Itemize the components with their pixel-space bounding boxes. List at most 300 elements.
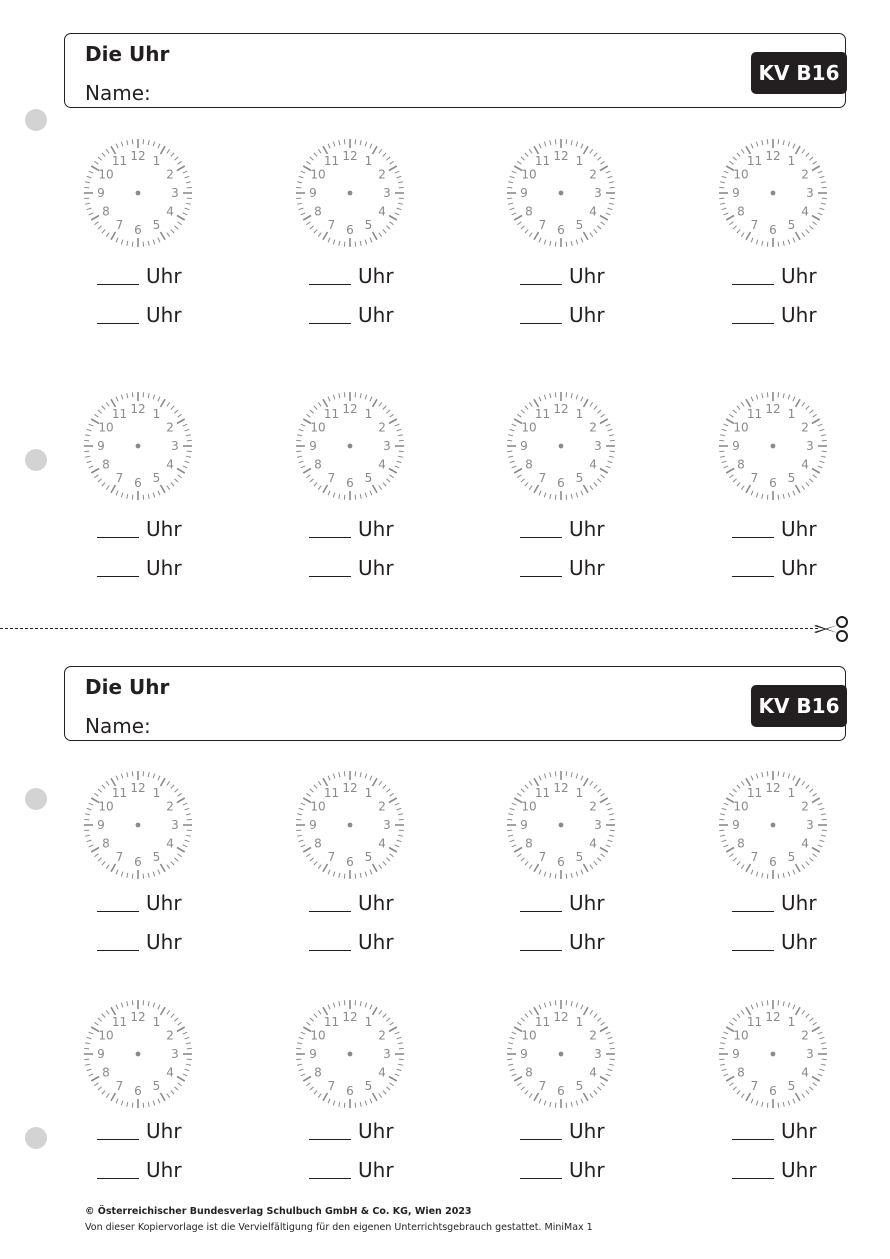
- answer-blank[interactable]: [732, 1158, 774, 1179]
- minute-tick: [778, 392, 779, 397]
- clock-number: 5: [364, 1079, 373, 1094]
- answer-blank[interactable]: [309, 1158, 351, 1179]
- minute-tick: [609, 814, 614, 815]
- clock-number: 6: [346, 1084, 354, 1099]
- minute-tick: [379, 1094, 382, 1098]
- minute-tick: [84, 819, 89, 820]
- hour-tick: [746, 1007, 751, 1015]
- minute-tick: [127, 772, 128, 777]
- answer-blank[interactable]: [97, 891, 139, 912]
- minute-tick: [517, 793, 521, 796]
- answer-blank[interactable]: [520, 264, 562, 285]
- hour-tick: [514, 216, 522, 221]
- minute-tick: [397, 429, 402, 431]
- minute-tick: [719, 830, 724, 831]
- minute-tick: [722, 208, 727, 210]
- answer-blank[interactable]: [520, 556, 562, 577]
- hour-tick: [746, 232, 751, 240]
- minute-tick: [821, 203, 826, 204]
- minute-tick: [148, 1102, 149, 1107]
- clock-number: 8: [737, 1065, 745, 1080]
- clock-number: 4: [801, 836, 809, 851]
- minute-tick: [328, 397, 330, 402]
- minute-tick: [314, 482, 317, 486]
- clock-number: 7: [327, 218, 336, 233]
- minute-tick: [143, 495, 144, 500]
- answer-blank[interactable]: [309, 930, 351, 951]
- clock-number: 8: [102, 457, 110, 472]
- clock-number: 5: [575, 1079, 584, 1094]
- minute-tick: [333, 493, 335, 498]
- clock-number: 2: [589, 1028, 597, 1043]
- clock-number: 1: [152, 154, 161, 169]
- minute-tick: [102, 153, 105, 157]
- answer-line[interactable]: [97, 515, 182, 541]
- minute-tick: [566, 392, 567, 397]
- clock-number: 8: [102, 1065, 110, 1080]
- answer-line[interactable]: [520, 1117, 605, 1143]
- answer-line[interactable]: [732, 889, 817, 915]
- answer-blank[interactable]: [97, 930, 139, 951]
- clock-number: 6: [557, 476, 565, 491]
- hour-tick: [323, 778, 328, 786]
- minute-tick: [183, 213, 188, 215]
- clock-number: 5: [787, 471, 796, 486]
- answer-line[interactable]: [520, 262, 605, 288]
- minute-tick: [328, 776, 330, 781]
- hour-tick: [812, 419, 820, 424]
- minute-tick: [722, 1069, 727, 1071]
- minute-tick: [783, 393, 784, 398]
- minute-tick: [360, 1102, 361, 1107]
- answer-blank[interactable]: [309, 1119, 351, 1140]
- minute-tick: [171, 229, 174, 233]
- minute-tick: [778, 139, 779, 144]
- hour-tick: [812, 848, 820, 853]
- minute-tick: [590, 402, 593, 406]
- minute-tick: [594, 482, 597, 486]
- minute-tick: [370, 776, 372, 781]
- minute-tick: [186, 814, 191, 815]
- clock-number: 2: [378, 799, 386, 814]
- answer-blank[interactable]: [97, 1158, 139, 1179]
- minute-tick: [370, 1005, 372, 1010]
- minute-tick: [539, 238, 541, 243]
- minute-tick: [719, 819, 724, 820]
- answer-blank[interactable]: [732, 303, 774, 324]
- minute-tick: [724, 845, 729, 847]
- minute-tick: [510, 461, 515, 463]
- answer-line[interactable]: [309, 928, 394, 954]
- minute-tick: [299, 808, 304, 810]
- clock-number: 2: [801, 799, 809, 814]
- hour-tick: [177, 1027, 185, 1032]
- minute-tick: [98, 479, 102, 482]
- answer-line[interactable]: [97, 889, 182, 915]
- minute-tick: [822, 1048, 827, 1049]
- hour-tick: [177, 848, 185, 853]
- hour-tick: [746, 146, 751, 154]
- minute-tick: [355, 1000, 356, 1005]
- minute-tick: [121, 1003, 123, 1008]
- minute-tick: [383, 482, 386, 486]
- answer-line[interactable]: [309, 262, 394, 288]
- minute-tick: [301, 171, 306, 173]
- minute-tick: [525, 482, 528, 486]
- clock-number: 1: [787, 786, 796, 801]
- clock-number: 8: [737, 457, 745, 472]
- minute-tick: [85, 1064, 90, 1065]
- answer-blank[interactable]: [520, 303, 562, 324]
- minute-tick: [174, 1087, 178, 1090]
- minute-tick: [820, 808, 825, 810]
- answer-line[interactable]: [309, 889, 394, 915]
- minute-tick: [365, 395, 367, 400]
- minute-tick: [544, 395, 546, 400]
- minute-tick: [185, 461, 190, 463]
- minute-tick: [171, 482, 174, 486]
- answer-blank[interactable]: [520, 930, 562, 951]
- minute-tick: [608, 1069, 613, 1071]
- minute-tick: [314, 785, 317, 789]
- minute-tick: [301, 845, 306, 847]
- minute-tick: [333, 1003, 335, 1008]
- clock-number: 6: [769, 223, 777, 238]
- answer-blank[interactable]: [732, 930, 774, 951]
- clock-number: 6: [346, 855, 354, 870]
- minute-tick: [550, 873, 551, 878]
- minute-tick: [121, 240, 123, 245]
- minute-tick: [550, 241, 551, 246]
- minute-tick: [806, 406, 809, 410]
- answer-line[interactable]: [732, 301, 817, 327]
- answer-line[interactable]: [97, 554, 182, 580]
- clock-number: 8: [737, 204, 745, 219]
- minute-tick: [360, 494, 361, 499]
- answer-line[interactable]: [97, 928, 182, 954]
- minute-tick: [399, 819, 404, 820]
- answer-blank[interactable]: [732, 517, 774, 538]
- minute-tick: [590, 781, 593, 785]
- answer-blank[interactable]: [520, 517, 562, 538]
- answer-line[interactable]: [97, 1156, 182, 1182]
- minute-tick: [529, 1094, 532, 1098]
- clock-number: 2: [589, 167, 597, 182]
- minute-tick: [85, 203, 90, 204]
- minute-tick: [606, 424, 611, 426]
- minute-tick: [590, 1094, 593, 1098]
- hour-tick: [746, 399, 751, 407]
- answer-blank[interactable]: [309, 517, 351, 538]
- answer-blank[interactable]: [309, 556, 351, 577]
- minute-tick: [733, 1018, 737, 1021]
- answer-line[interactable]: [732, 554, 817, 580]
- minute-tick: [89, 466, 94, 468]
- minute-tick: [87, 461, 92, 463]
- clock-number: 3: [171, 439, 179, 454]
- clock-number: 12: [765, 149, 781, 164]
- answer-blank[interactable]: [309, 891, 351, 912]
- hour-tick: [177, 419, 185, 424]
- hour-tick: [534, 1093, 539, 1101]
- clock-number: 10: [733, 167, 749, 182]
- minute-tick: [606, 213, 611, 215]
- minute-tick: [806, 153, 809, 157]
- clock-number: 7: [538, 471, 547, 486]
- minute-tick: [318, 1094, 321, 1098]
- clock-number: 9: [732, 1047, 740, 1062]
- minute-tick: [398, 203, 403, 204]
- answer-line[interactable]: [732, 262, 817, 288]
- minute-tick: [370, 144, 372, 149]
- answer-blank[interactable]: [732, 1119, 774, 1140]
- minute-tick: [98, 1018, 102, 1021]
- clock-number: 2: [801, 420, 809, 435]
- answer-blank[interactable]: [97, 517, 139, 538]
- unit-label: Uhr: [569, 891, 605, 915]
- clock-number: 5: [787, 850, 796, 865]
- clock-number: 10: [310, 167, 326, 182]
- clock-number: 8: [102, 836, 110, 851]
- answer-line[interactable]: [732, 1117, 817, 1143]
- minute-tick: [370, 1099, 372, 1104]
- minute-tick: [383, 153, 386, 157]
- minute-tick: [508, 835, 513, 836]
- minute-tick: [576, 142, 578, 147]
- clock-center-dot: [559, 191, 564, 196]
- hour-tick: [514, 469, 522, 474]
- minute-tick: [778, 771, 779, 776]
- minute-tick: [365, 1101, 367, 1106]
- answer-line[interactable]: [309, 1117, 394, 1143]
- minute-tick: [544, 872, 546, 877]
- minute-tick: [397, 1069, 402, 1071]
- minute-tick: [512, 845, 517, 847]
- answer-line[interactable]: [309, 1156, 394, 1182]
- minute-tick: [132, 392, 133, 397]
- minute-tick: [148, 494, 149, 499]
- minute-tick: [365, 1003, 367, 1008]
- answer-line[interactable]: [97, 1117, 182, 1143]
- minute-tick: [397, 1037, 402, 1039]
- minute-tick: [512, 803, 517, 805]
- minute-tick: [813, 222, 817, 225]
- minute-tick: [720, 1043, 725, 1044]
- minute-tick: [806, 482, 809, 486]
- minute-tick: [733, 157, 737, 160]
- minute-tick: [783, 1102, 784, 1107]
- answer-line[interactable]: [309, 515, 394, 541]
- minute-tick: [555, 1000, 556, 1005]
- minute-tick: [395, 1074, 400, 1076]
- minute-tick: [550, 1001, 551, 1006]
- minute-tick: [809, 858, 813, 861]
- minute-tick: [521, 1087, 525, 1090]
- clock-number: 3: [171, 186, 179, 201]
- hour-tick: [600, 469, 608, 474]
- minute-tick: [802, 781, 805, 785]
- hour-tick: [584, 232, 589, 240]
- clock-number: 5: [787, 218, 796, 233]
- minute-tick: [550, 1102, 551, 1107]
- minute-tick: [106, 1094, 109, 1098]
- hour-tick: [534, 864, 539, 872]
- answer-line[interactable]: [520, 928, 605, 954]
- clock-face: [718, 138, 828, 248]
- minute-tick: [301, 424, 306, 426]
- answer-blank[interactable]: [520, 1119, 562, 1140]
- minute-tick: [395, 466, 400, 468]
- minute-tick: [183, 1074, 188, 1076]
- answer-line[interactable]: [97, 262, 182, 288]
- minute-tick: [94, 793, 98, 796]
- minute-tick: [183, 466, 188, 468]
- clock-number: 11: [534, 154, 551, 169]
- minute-tick: [813, 793, 817, 796]
- hour-tick: [91, 1077, 99, 1082]
- clock-center-dot: [771, 1052, 776, 1057]
- answer-blank[interactable]: [732, 556, 774, 577]
- clock-number: 6: [134, 855, 142, 870]
- minute-tick: [310, 1018, 314, 1021]
- minute-tick: [379, 865, 382, 869]
- minute-tick: [102, 482, 105, 486]
- minute-tick: [390, 222, 394, 225]
- minute-tick: [397, 808, 402, 810]
- unit-label: Uhr: [146, 556, 182, 580]
- answer-line[interactable]: [732, 515, 817, 541]
- answer-blank[interactable]: [309, 264, 351, 285]
- clock-number: 11: [746, 154, 763, 169]
- minute-tick: [818, 466, 823, 468]
- hour-tick: [111, 232, 116, 240]
- minute-tick: [566, 242, 567, 247]
- minute-tick: [127, 873, 128, 878]
- answer-blank[interactable]: [97, 264, 139, 285]
- minute-tick: [751, 238, 753, 243]
- clock-number: 4: [166, 457, 174, 472]
- answer-line[interactable]: [97, 301, 182, 327]
- clock-number: 9: [732, 818, 740, 833]
- minute-tick: [167, 149, 170, 153]
- minute-tick: [171, 406, 174, 410]
- clock-face: [83, 999, 193, 1109]
- minute-tick: [741, 233, 744, 237]
- minute-tick: [529, 1010, 532, 1014]
- minute-tick: [383, 406, 386, 410]
- clock-number: 10: [521, 799, 537, 814]
- minute-tick: [297, 1043, 302, 1044]
- minute-tick: [733, 479, 737, 482]
- minute-tick: [821, 435, 826, 436]
- answer-blank[interactable]: [97, 1119, 139, 1140]
- minute-tick: [153, 1101, 155, 1106]
- minute-tick: [296, 198, 301, 199]
- clock-face: [83, 391, 193, 501]
- minute-tick: [608, 1037, 613, 1039]
- unit-label: Uhr: [358, 517, 394, 541]
- clock-number: 12: [553, 149, 569, 164]
- hour-tick: [323, 864, 328, 872]
- minute-tick: [183, 424, 188, 426]
- hour-tick: [389, 419, 397, 424]
- minute-tick: [507, 187, 512, 188]
- minute-tick: [116, 491, 118, 496]
- hour-tick: [726, 469, 734, 474]
- answer-line[interactable]: [520, 301, 605, 327]
- minute-tick: [783, 1001, 784, 1006]
- minute-tick: [386, 479, 390, 482]
- minute-tick: [127, 1001, 128, 1006]
- answer-blank[interactable]: [520, 891, 562, 912]
- minute-tick: [390, 793, 394, 796]
- answer-blank[interactable]: [520, 1158, 562, 1179]
- answer-line[interactable]: [520, 515, 605, 541]
- minute-tick: [148, 393, 149, 398]
- minute-tick: [383, 229, 386, 233]
- minute-tick: [720, 835, 725, 836]
- answer-line[interactable]: [732, 1156, 817, 1182]
- clock-number: 9: [520, 818, 528, 833]
- answer-line[interactable]: [520, 1156, 605, 1182]
- minute-tick: [608, 808, 613, 810]
- minute-tick: [550, 140, 551, 145]
- clock-number: 10: [310, 420, 326, 435]
- answer-line[interactable]: [732, 928, 817, 954]
- minute-tick: [310, 1087, 314, 1090]
- minute-tick: [719, 440, 724, 441]
- clock-center-dot: [559, 1052, 564, 1057]
- clock-number: 6: [346, 223, 354, 238]
- minute-tick: [510, 808, 515, 810]
- minute-tick: [581, 144, 583, 149]
- answer-blank[interactable]: [309, 303, 351, 324]
- minute-tick: [809, 479, 813, 482]
- clock-number: 1: [575, 786, 584, 801]
- answer-line[interactable]: [520, 889, 605, 915]
- clock-number: 2: [378, 167, 386, 182]
- clock-number: 2: [378, 420, 386, 435]
- answer-line[interactable]: [309, 301, 394, 327]
- minute-tick: [344, 495, 345, 500]
- answer-blank[interactable]: [97, 303, 139, 324]
- unit-label: Uhr: [569, 1158, 605, 1182]
- clock-number: 1: [575, 407, 584, 422]
- answer-blank[interactable]: [732, 891, 774, 912]
- minute-tick: [788, 1003, 790, 1008]
- clock-number: 11: [323, 407, 340, 422]
- clock-number: 6: [346, 476, 354, 491]
- minute-tick: [737, 1014, 740, 1018]
- minute-tick: [751, 144, 753, 149]
- clock-face: [83, 138, 193, 248]
- minute-tick: [94, 854, 98, 857]
- minute-tick: [741, 781, 744, 785]
- answer-blank[interactable]: [97, 556, 139, 577]
- answer-line[interactable]: [309, 554, 394, 580]
- minute-tick: [167, 865, 170, 869]
- hour-tick: [514, 1077, 522, 1082]
- minute-tick: [555, 392, 556, 397]
- minute-tick: [606, 803, 611, 805]
- hour-tick: [534, 399, 539, 407]
- minute-tick: [153, 1003, 155, 1008]
- answer-blank[interactable]: [732, 264, 774, 285]
- minute-tick: [94, 1022, 98, 1025]
- minute-tick: [508, 1043, 513, 1044]
- answer-line[interactable]: [520, 554, 605, 580]
- minute-tick: [608, 176, 613, 178]
